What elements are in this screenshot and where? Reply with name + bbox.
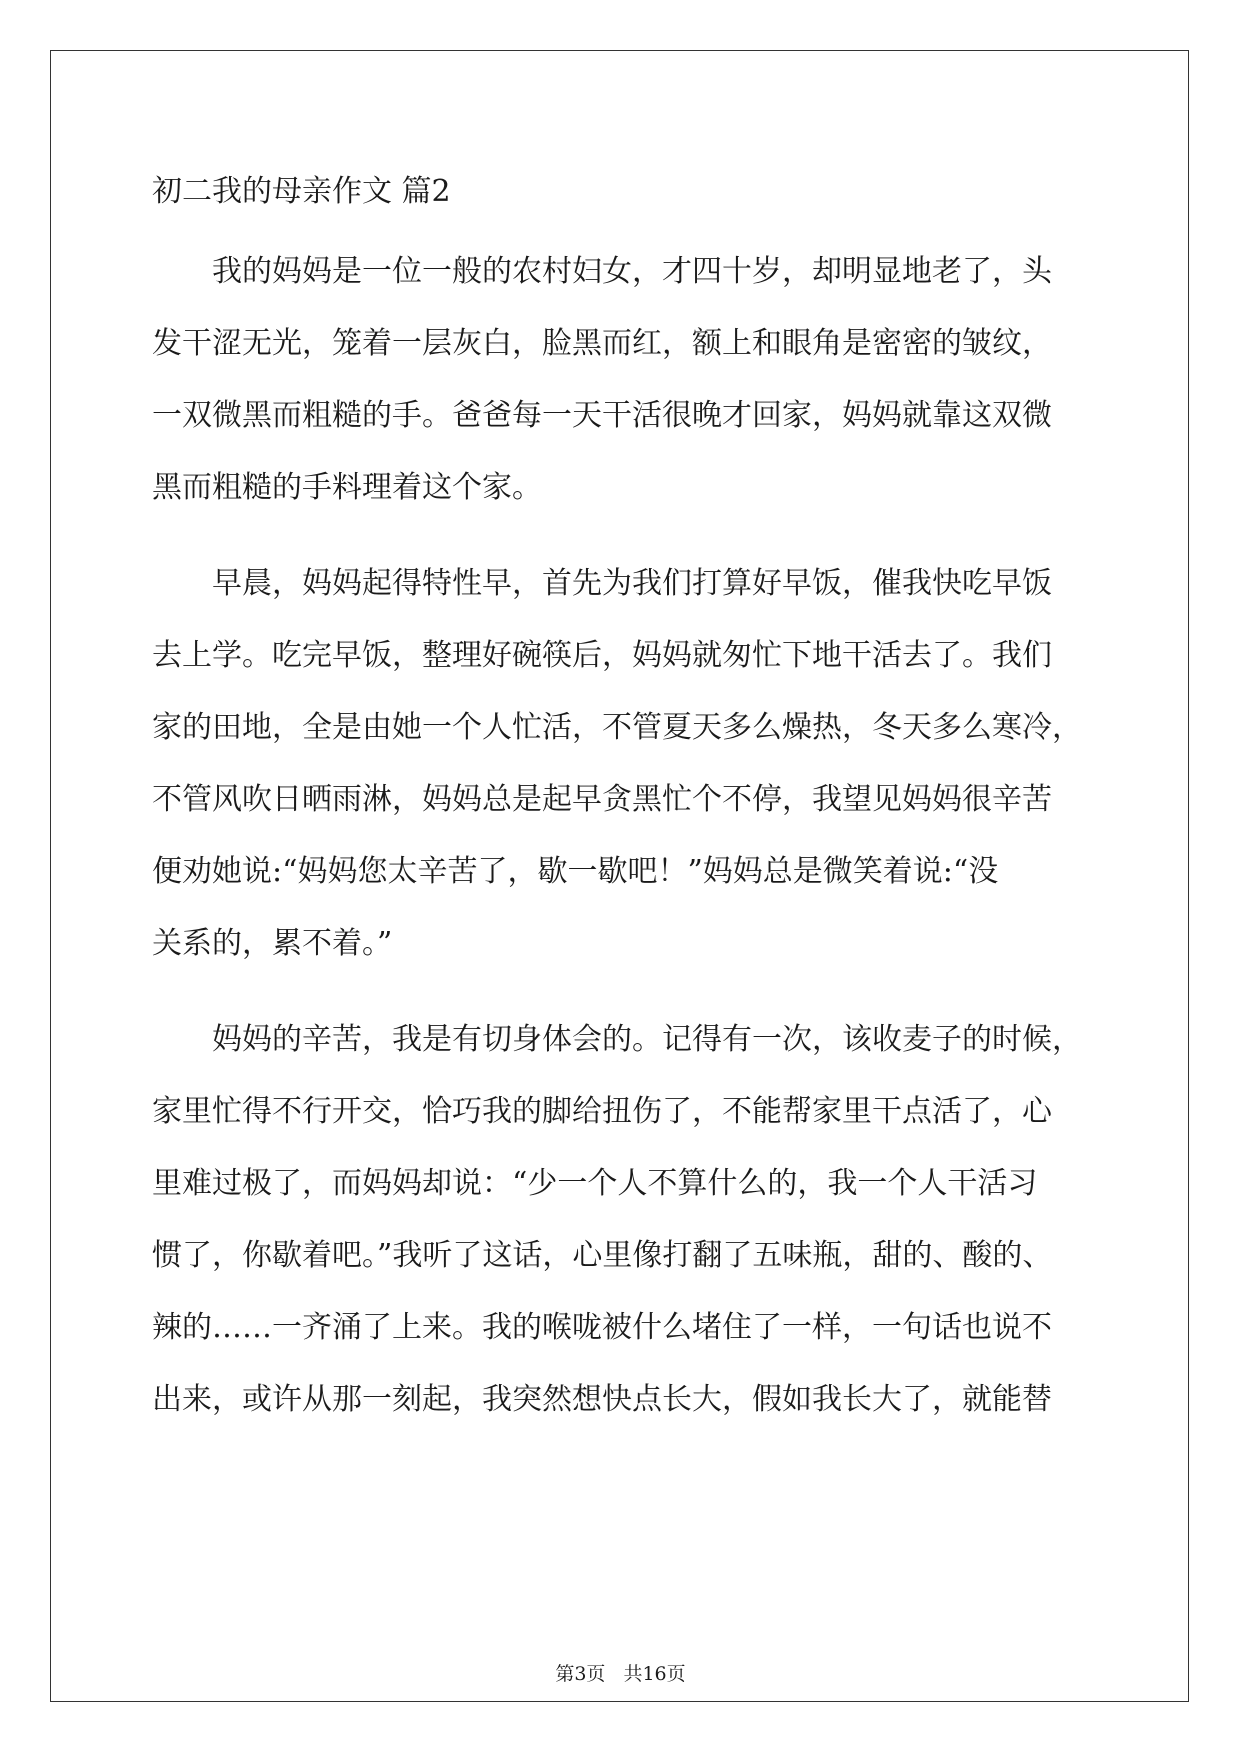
text-line: 一双微黑而粗糙的手。爸爸每一天干活很晚才回家，妈妈就靠这双微 [152, 398, 1052, 433]
text-line: 家的田地，全是由她一个人忙活，不管夏天多么燥热，冬天多么寒冷， [152, 710, 1082, 745]
text-line: 家里忙得不行开交，恰巧我的脚给扭伤了，不能帮家里干点活了，心 [152, 1094, 1052, 1129]
text-line: 出来，或许从那一刻起，我突然想快点长大，假如我长大了，就能替 [152, 1382, 1052, 1417]
page-footer [0, 1662, 1241, 1686]
text-line: 关系的，累不着。” [152, 926, 393, 961]
text-line: 里难过极了，而妈妈却说：“少一个人不算什么的，我一个人干活习 [152, 1166, 1038, 1201]
text-line: 辣的……一齐涌了上来。我的喉咙被什么堵住了一样，一句话也说不 [152, 1310, 1052, 1345]
text-line: 发干涩无光，笼着一层灰白，脸黑而红，额上和眼角是密密的皱纹， [152, 326, 1052, 361]
text-line: 惯了，你歇着吧。”我听了这话，心里像打翻了五味瓶，甜的、酸的、 [152, 1238, 1053, 1273]
essay-title: 初二我的母亲作文 篇2 [152, 174, 451, 209]
text-line: 妈妈的辛苦，我是有切身体会的。记得有一次，该收麦子的时候， [152, 1022, 1082, 1057]
text-line: 早晨，妈妈起得特性早，首先为我们打算好早饭，催我快吃早饭 [152, 566, 1052, 601]
page-total: 共16页 [623, 1663, 686, 1685]
text-line: 黑而粗糙的手料理着这个家。 [152, 470, 542, 505]
page-number: 第3页 [555, 1663, 606, 1685]
text-line: 不管风吹日晒雨淋，妈妈总是起早贪黑忙个不停，我望见妈妈很辛苦 [152, 782, 1052, 817]
text-line: 便劝她说:“妈妈您太辛苦了，歇一歇吧！”妈妈总是微笑着说:“没 [152, 854, 999, 889]
text-line: 我的妈妈是一位一般的农村妇女，才四十岁，却明显地老了，头 [152, 254, 1052, 289]
text-line: 去上学。吃完早饭，整理好碗筷后，妈妈就匆忙下地干活去了。我们 [152, 638, 1052, 673]
